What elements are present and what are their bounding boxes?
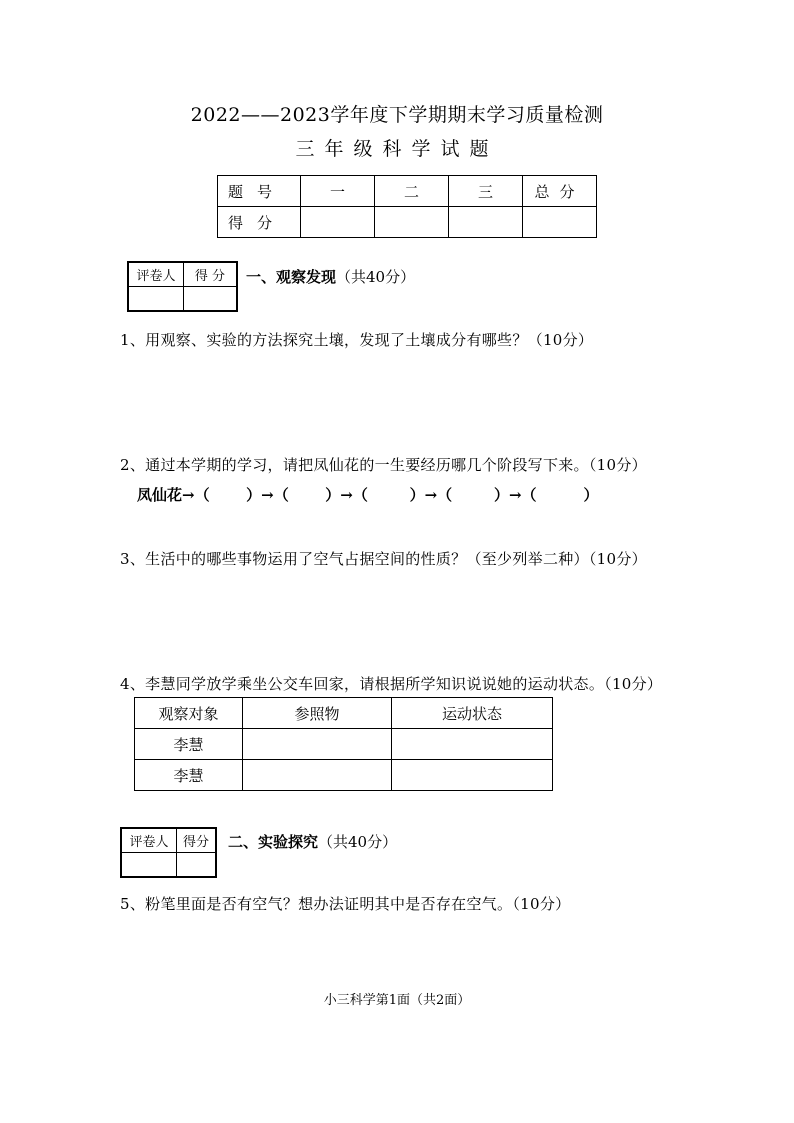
grader-score-label: 得 分 [184,262,238,287]
motion-table-header [135,698,553,729]
grader-score-label: 得分 [177,828,217,853]
question-2-stages: 凤仙花→（ ）→（ ）→（ ）→（ ）→（ ） [137,486,599,504]
answer-cell[interactable] [243,760,392,791]
section-1-heading [246,266,415,287]
score-table-col-2: 二 [375,176,449,207]
grader-cell[interactable] [177,853,217,878]
grader-cell[interactable] [128,287,184,312]
grader-cell[interactable] [121,853,177,878]
section-2-title: 二、实验探究 [228,833,319,851]
score-cell[interactable] [375,207,449,238]
grader-box-1 [127,261,238,312]
motion-header-object: 观察对象 [135,698,243,729]
score-table-score-row [218,207,597,238]
table-row [135,729,553,760]
score-cell[interactable] [301,207,375,238]
question-2: 2、通过本学期的学习，请把凤仙花的一生要经历哪几个阶段写下来。（10分） [120,456,647,474]
motion-row-object: 李慧 [135,760,243,791]
grader-label: 评卷人 [121,828,177,853]
score-table [217,175,597,238]
section-2-points: （共40分） [318,833,398,851]
motion-header-reference: 参照物 [243,698,392,729]
score-table-col-1: 一 [301,176,375,207]
page-footer: 小三科学第1面（共2面） [323,993,471,1008]
question-5: 5、粉笔里面是否有空气？想办法证明其中是否存在空气。（10分） [120,895,571,913]
motion-table [134,697,553,791]
grader-label: 评卷人 [128,262,184,287]
answer-cell[interactable] [243,729,392,760]
section-1-points: （共40分） [336,268,416,286]
motion-header-state: 运动状态 [392,698,553,729]
score-cell[interactable] [523,207,597,238]
exam-title: 2022——2023学年度下学期期末学习质量检测 [190,104,604,126]
motion-row-object: 李慧 [135,729,243,760]
grader-box-2 [120,827,217,878]
grader-cell[interactable] [184,287,238,312]
section-1-title: 一、观察发现 [246,268,337,286]
score-table-label-defen: 得分 [218,207,301,238]
question-4: 4、李慧同学放学乘坐公交车回家，请根据所学知识说说她的运动状态。（10分） [120,675,663,693]
question-1: 1、用观察、实验的方法探究土壤，发现了土壤成分有哪些？（10分） [120,331,594,349]
score-table-col-total: 总分 [523,176,597,207]
score-cell[interactable] [449,207,523,238]
table-row [135,760,553,791]
answer-cell[interactable] [392,760,553,791]
section-2-heading [228,831,397,852]
score-table-col-3: 三 [449,176,523,207]
answer-cell[interactable] [392,729,553,760]
score-table-label-tihao: 题号 [218,176,301,207]
exam-subtitle: 三年级科学试题 [295,138,499,160]
score-table-header-row [218,176,597,207]
question-3: 3、生活中的哪些事物运用了空气占据空间的性质？（至少列举二种）（10分） [120,550,647,568]
